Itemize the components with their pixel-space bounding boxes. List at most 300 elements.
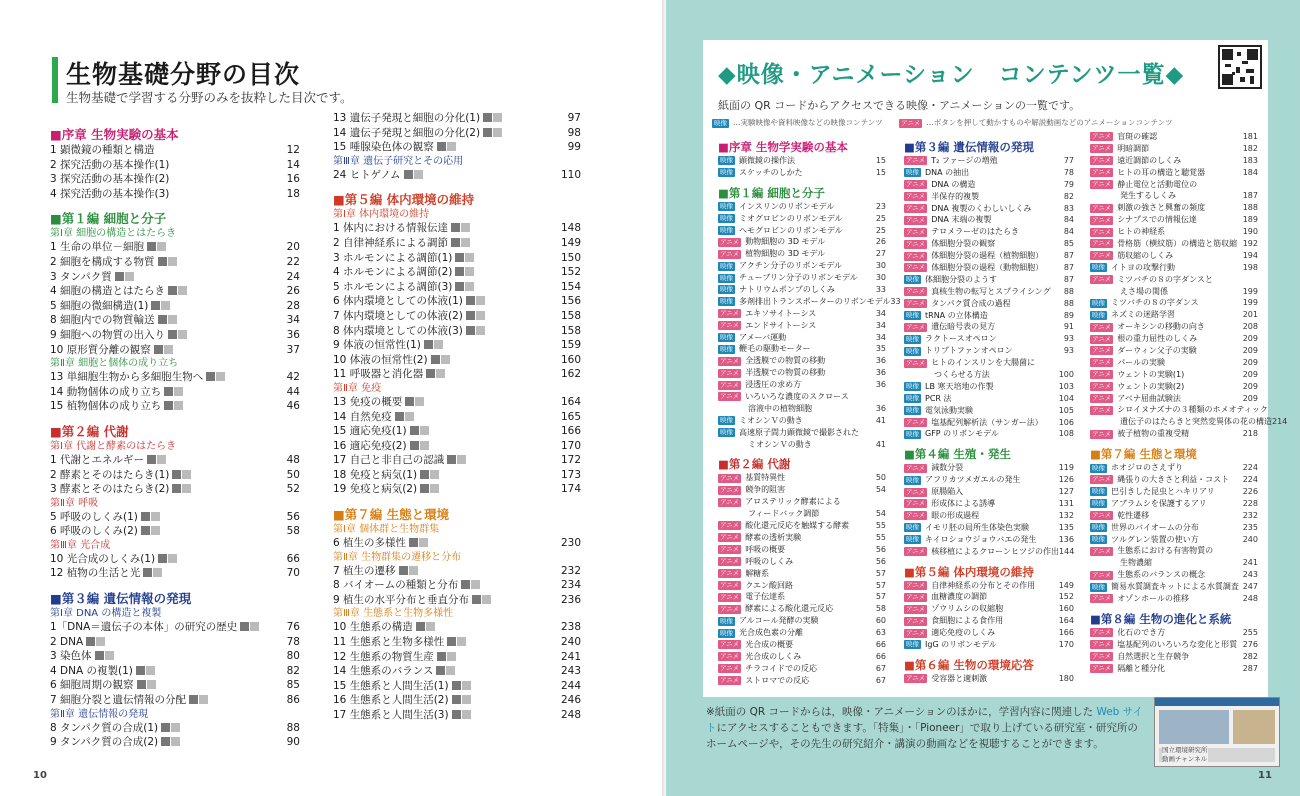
entry-title-text: 全透膜での物質の移動: [745, 356, 826, 366]
content-column-3: [1090, 131, 1288, 674]
entry-page: 170: [1058, 639, 1074, 649]
toc-entry: [333, 564, 581, 579]
entry-title: [718, 675, 809, 687]
content-entry: [904, 226, 1074, 238]
toc-entry: [333, 353, 581, 368]
anime-tag: アニメ: [1092, 334, 1112, 343]
content-entry: [904, 417, 1074, 429]
section-heading: ■第５編 体内環境の維持: [904, 564, 1034, 579]
chapter-heading: 第Ⅰ章 代謝と酵素のはたらき: [50, 440, 177, 452]
entry-title-text: 4 探究活動の基本操作(3): [50, 187, 170, 200]
entry-title: [718, 663, 817, 675]
entry-page: 276: [1242, 639, 1258, 649]
entry-title-text: エンドサイトーシス: [745, 320, 817, 330]
entry-page: 26: [875, 237, 886, 247]
content-entry: [718, 663, 886, 675]
entry-page: 60: [875, 616, 886, 626]
content-entry: [1090, 190, 1258, 202]
anime-tag: アニメ: [1092, 168, 1112, 177]
entry-title-text: 競争的阻害: [745, 485, 786, 495]
entry-page: 183: [1242, 155, 1258, 165]
entry-title-text: 8 体内環境としての体液(3): [333, 324, 463, 337]
entry-page: [1052, 357, 1074, 369]
toc-entry: [50, 399, 300, 414]
entry-title: [333, 679, 471, 694]
anime-tag: アニメ: [720, 676, 740, 685]
toc-entry: [50, 328, 300, 343]
entry-page: 162: [560, 368, 581, 381]
anime-tag: アニメ: [1092, 215, 1112, 224]
entry-title-text: クエン酸回路: [745, 580, 794, 590]
anime-tag: アニメ: [906, 628, 926, 637]
content-entry: [1090, 522, 1258, 534]
entry-page: 16: [286, 173, 300, 186]
entry-title-text: 6 植生の多様性: [333, 537, 407, 550]
entry-page: 66: [286, 552, 300, 565]
entry-title-text: 乾性遷移: [1117, 510, 1150, 520]
content-entry: [718, 260, 886, 272]
video-tag: 映像: [720, 616, 733, 625]
entry-title: [50, 328, 187, 343]
page-subtitle: 生物基礎で学習する分野のみを抜粋した目次です。: [66, 90, 353, 105]
video-tag: 映像: [720, 285, 733, 294]
anime-tag: アニメ: [1092, 594, 1112, 603]
entry-page: 42: [286, 371, 300, 384]
entry-title-text: アベナ屈曲試験法: [1117, 393, 1181, 403]
entry-title: [718, 415, 803, 427]
entry-title: [718, 508, 819, 520]
chapter-heading: 第Ⅰ章 細胞の構造とはたらき: [50, 228, 177, 240]
video-mark-icon: [147, 242, 156, 251]
entry-title: [1090, 557, 1152, 569]
entry-title: [50, 158, 169, 173]
entry-title: [904, 286, 1051, 298]
entry-title-text: ミオシンＶの動き: [748, 439, 812, 449]
section-heading: ■第２編 代謝: [718, 457, 791, 472]
entry-title: [1090, 250, 1173, 262]
entry-title-text: アメーバ運動: [739, 332, 787, 342]
chapter-heading: 第Ⅲ章 遺伝子研究とその応用: [333, 155, 464, 167]
anime-tag: アニメ: [1092, 239, 1112, 248]
entry-title: [50, 284, 187, 299]
entry-title: [50, 693, 208, 708]
content-entry: [904, 250, 1074, 262]
entry-page: 132: [1058, 510, 1074, 520]
anime-tag: アニメ: [906, 299, 926, 308]
content-entry: [904, 639, 1074, 651]
entry-page: 36: [875, 380, 886, 390]
entry-page: 34: [286, 314, 300, 327]
toc-entry: [333, 140, 581, 155]
entry-title-text: 9 細胞への物質の出入り: [50, 328, 166, 341]
entry-title-text: DNA の抽出: [925, 167, 970, 177]
video-tag: 映像: [720, 628, 733, 637]
toc-entry: [333, 367, 581, 382]
content-entry: [1090, 404, 1268, 416]
entry-title-text: ラクトースオペロン: [925, 334, 997, 344]
entry-title-text: 13 免疫の概要: [333, 395, 403, 408]
entry-page: 58: [286, 525, 300, 538]
entry-page: 198: [1242, 262, 1258, 272]
entry-title: [718, 484, 785, 496]
section-heading: ■第６編 生物の環境応答: [904, 657, 1034, 672]
anime-mark-icon: [436, 369, 445, 378]
entry-title-text: 17 生態系と人間生活(3): [333, 709, 449, 721]
entry-page: 85: [286, 679, 300, 692]
entry-title: [1090, 262, 1175, 274]
video-tag: 映像: [906, 168, 919, 177]
toc-entry: [333, 482, 581, 497]
toc-entry: [333, 424, 581, 439]
entry-title-text: 動物細胞の 3D モデル: [745, 237, 826, 247]
entry-title-text: tRNA の立体構造: [925, 310, 988, 320]
entry-title: [1090, 274, 1213, 286]
video-mark-icon: [240, 622, 249, 631]
toc-entry: [50, 313, 300, 328]
anime-tag: アニメ: [1092, 640, 1112, 649]
entry-title: [718, 260, 842, 272]
entry-page: 97: [567, 112, 581, 124]
anime-mark-icon: [174, 387, 183, 396]
entry-page: 282: [1242, 651, 1258, 661]
entry-title-text: 24 ヒトゲノム: [333, 168, 401, 181]
legend-anime-tag: アニメ: [901, 119, 921, 127]
entry-title: [1090, 321, 1205, 333]
toc-entry: [333, 578, 581, 593]
entry-page: 224: [1242, 475, 1258, 485]
entry-title-text: チューブリン分子のリボンモデル: [739, 273, 858, 283]
entry-title: [1090, 428, 1189, 440]
entry-page: 194: [1242, 250, 1258, 260]
entry-page: 77: [1063, 156, 1074, 165]
anime-mark-icon: [447, 652, 456, 661]
entry-page: 66: [875, 639, 886, 649]
entry-title: [718, 472, 785, 484]
entry-title: [1090, 381, 1184, 393]
anime-mark-icon: [105, 651, 114, 660]
video-tag: 映像: [1092, 310, 1105, 319]
entry-title-text: ネズミの迷路学習: [1111, 310, 1175, 320]
toc-entry: [333, 410, 581, 425]
entry-page: 56: [875, 556, 886, 566]
entry-page: 135: [1058, 522, 1074, 532]
entry-title-text: ミオシンＶの動き: [739, 415, 803, 425]
entry-title: [1090, 143, 1149, 155]
anime-tag: アニメ: [1092, 144, 1112, 153]
entry-title-text: 原腸陥入: [931, 487, 964, 497]
entry-page: 209: [1242, 357, 1258, 367]
entry-page: 106: [1058, 417, 1074, 427]
entry-title-text: 18 免疫と病気(1): [333, 468, 418, 481]
entry-title: [50, 370, 225, 385]
toc-entry: [50, 240, 300, 255]
entry-page: 28: [286, 299, 300, 312]
anime-tag: アニメ: [906, 192, 926, 201]
entry-title-text: 10 原形質分離の観察: [50, 343, 151, 356]
entry-page: [1236, 545, 1258, 557]
content-entry: [904, 673, 1074, 685]
entry-title-text: 血糖濃度の調節: [931, 592, 988, 602]
page-number-left: 10: [33, 770, 47, 781]
entry-title: [718, 167, 803, 179]
toc-entry: [333, 265, 581, 280]
anime-mark-icon: [461, 238, 470, 247]
video-mark-icon: [172, 484, 181, 493]
entry-title-text: 盲斑の確認: [1117, 132, 1158, 141]
entry-title: [904, 191, 979, 203]
entry-page: 188: [1242, 203, 1258, 213]
content-entry: [718, 472, 886, 484]
content-entry: [718, 296, 901, 308]
entry-page: 34: [875, 308, 886, 318]
toc-entry: [333, 338, 581, 353]
website-link[interactable]: Web サイト: [706, 706, 1143, 734]
entry-title: [333, 280, 474, 295]
entry-page: 58: [875, 604, 886, 614]
entry-title-text: 2 探究活動の基本操作(1): [50, 158, 170, 171]
entry-title-text: 4 DNA の複製(1): [50, 664, 133, 677]
video-tag: 映像: [720, 226, 733, 234]
entry-page: 235: [1242, 522, 1258, 532]
anime-mark-icon: [482, 595, 491, 604]
entry-title: [333, 593, 491, 608]
entry-title: [904, 262, 1043, 274]
toc-entry: [50, 270, 300, 285]
video-mark-icon: [452, 681, 461, 690]
entry-title: [1090, 569, 1205, 581]
content-entry: [904, 321, 1074, 333]
entry-page: 63: [875, 628, 886, 638]
entry-page: 187: [1242, 191, 1258, 201]
page-title: 生物基礎分野の目次: [66, 60, 301, 89]
entry-page: 236: [560, 593, 581, 606]
entry-page: 240: [560, 636, 581, 649]
entry-page: 87: [1063, 274, 1074, 284]
video-tag: 映像: [1092, 263, 1105, 272]
entry-page: 173: [560, 468, 581, 481]
content-entry: [1090, 321, 1258, 333]
entry-title: [1090, 286, 1168, 298]
video-mark-icon: [161, 723, 170, 732]
entry-title: [333, 236, 470, 251]
entry-title-text: 10 体液の恒常性(2): [333, 353, 428, 366]
entry-title: [333, 482, 439, 497]
content-entry: [1090, 167, 1258, 179]
entry-title: [50, 313, 177, 328]
anime-tag: アニメ: [906, 215, 926, 224]
anime-tag: アニメ: [906, 180, 926, 189]
content-entry: [718, 520, 886, 532]
entry-title: [1090, 404, 1268, 416]
entry-page: 98: [567, 126, 581, 139]
entry-title-text: ホオジロのさえずり: [1111, 463, 1183, 473]
video-tag: 映像: [1092, 534, 1105, 543]
chapter-heading: 第Ⅰ章 体内環境の維持: [333, 209, 430, 221]
entry-title-text: 眼の形成過程: [931, 510, 980, 520]
entry-title: [904, 627, 995, 639]
entry-title-text: 鞭毛の駆動モーター: [739, 344, 811, 354]
entry-page: 22: [286, 255, 300, 268]
anime-tag: アニメ: [720, 392, 740, 401]
video-mark-icon: [447, 637, 456, 646]
entry-title-text: 7 体内環境としての体液(2): [333, 309, 463, 322]
anime-mark-icon: [153, 568, 162, 577]
toc-entry: [50, 299, 300, 314]
video-mark-icon: [86, 637, 95, 646]
video-tag: 映像: [720, 156, 733, 165]
entry-title-text: 5 細胞の微細構造(1): [50, 299, 149, 312]
entry-page: 93: [1063, 334, 1074, 344]
video-mark-icon: [95, 651, 104, 660]
entry-page: 48: [286, 453, 300, 466]
content-entry: [904, 203, 1074, 215]
anime-tag: アニメ: [1092, 511, 1112, 520]
video-mark-icon: [483, 128, 492, 137]
video-mark-icon: [420, 484, 429, 493]
entry-title: [718, 568, 769, 580]
anime-tag: アニメ: [906, 263, 926, 272]
anime-mark-icon: [462, 681, 471, 690]
entry-title: [333, 111, 502, 126]
entry-title: [904, 522, 1029, 534]
entry-title: [718, 284, 835, 296]
entry-page: 70: [286, 567, 300, 580]
entry-title-text: ミオグロビンのリボンモデル: [739, 213, 843, 223]
entry-title: [718, 615, 819, 627]
entry-title-text: トリプトファンオペロン: [925, 346, 1013, 356]
entry-title: [718, 403, 812, 415]
anime-mark-icon: [151, 512, 160, 521]
content-entry: [1090, 274, 1258, 286]
anime-mark-icon: [476, 326, 485, 335]
entry-page: 154: [560, 280, 581, 293]
chapter-heading: 第Ⅰ章 DNA の構造と複製: [50, 608, 162, 620]
content-entry: [718, 484, 886, 496]
footnote-text-2: にアクセスすることもできます。「特集」・「Pioneer」で取り上げている研究室・研究所のホームページや，その先生の研究紹介・講演の動画などを視聴することができます。: [706, 722, 1138, 750]
entry-title-text: 光合成色素の分離: [739, 628, 803, 638]
entry-title: [1090, 534, 1199, 546]
entry-title-text: 2 DNA: [50, 635, 84, 648]
entry-page: 34: [875, 332, 886, 342]
content-entry: [904, 345, 1074, 357]
entry-title-text: 16 適応免疫(2): [333, 439, 407, 452]
entry-title: [904, 393, 952, 405]
video-mark-icon: [455, 253, 464, 262]
entry-page: 41: [875, 415, 886, 425]
entry-title: [333, 324, 485, 339]
video-tag: 映像: [720, 297, 733, 306]
entry-title-text: 筋収縮のしくみ: [1117, 250, 1174, 260]
video-mark-icon: [137, 680, 146, 689]
legend-video-tag: 映像: [714, 119, 727, 127]
entry-title: [333, 439, 429, 454]
entry-page: 244: [560, 679, 581, 692]
entry-title-text: アロステリック酵素による: [745, 497, 841, 507]
entry-page: 149: [560, 236, 581, 249]
chapter-heading: 第Ⅱ章 呼吸: [50, 497, 99, 509]
entry-title: [718, 591, 785, 603]
entry-title: [718, 544, 785, 556]
entry-page: 180: [1058, 673, 1074, 683]
entry-title: [904, 238, 995, 250]
chapter-heading: 第Ⅱ章 細胞と個体の成り立ち: [50, 358, 179, 370]
content-entry: [718, 236, 886, 248]
entry-page: 150: [560, 251, 581, 264]
video-mark-icon: [405, 397, 414, 406]
content-entry: [1090, 250, 1258, 262]
content-entry: [1090, 262, 1258, 274]
entry-title: [904, 357, 1035, 369]
entry-title-text: 自律神経系の分布とその作用: [931, 580, 1036, 590]
section-heading: ■第５編 体内環境の維持: [333, 192, 475, 208]
entry-title-text: 9 植生の水平分布と垂直分布: [333, 593, 470, 606]
entry-title-text: 呼吸のしくみ: [745, 556, 794, 566]
anime-mark-icon: [430, 470, 439, 479]
toc-entry: [50, 552, 300, 567]
anime-tag: アニメ: [1092, 251, 1112, 260]
video-mark-icon: [395, 412, 404, 421]
entry-title: [333, 309, 485, 324]
content-entry: [718, 201, 886, 213]
video-mark-icon: [455, 267, 464, 276]
entry-title-text: 生態系のバランスの概念: [1117, 570, 1205, 580]
content-entry: [1090, 131, 1258, 143]
entry-page: 119: [1058, 463, 1074, 473]
entry-page: 201: [1242, 310, 1258, 320]
toc-entry: [50, 343, 300, 358]
entry-title-text: 半透膜での物質の移動: [745, 368, 826, 378]
toc-entry: [333, 453, 581, 468]
entry-title-text: 10 生態系の構造: [333, 621, 413, 634]
entry-title: [718, 520, 849, 532]
entry-page: 240: [1242, 534, 1258, 544]
toc-entry: [333, 221, 581, 236]
content-entry: [904, 393, 1074, 405]
entry-title: [50, 566, 162, 581]
entry-title: [1090, 545, 1213, 557]
content-entry: [1090, 214, 1258, 226]
qr-code[interactable]: [1218, 45, 1262, 89]
entry-title: [50, 649, 114, 664]
video-mark-icon: [158, 554, 167, 563]
video-tag: 映像: [720, 344, 733, 353]
entry-title-text: 15 植物個体の成り立ち: [50, 400, 162, 413]
anime-tag: アニメ: [720, 237, 740, 246]
entry-page: 55: [875, 532, 886, 542]
entry-title-text: 多剤排出トランスポーターのリボンモデル: [739, 296, 891, 306]
entry-title: [1090, 462, 1183, 474]
entry-page: [864, 427, 886, 439]
content-column-2: [904, 133, 1074, 685]
toc-entry: [50, 172, 300, 187]
content-entry: [718, 379, 886, 391]
entry-title: [333, 664, 455, 679]
entry-title-text: 遠近調節のしくみ: [1117, 155, 1182, 165]
toc-entry: [50, 284, 300, 299]
anime-mark-icon: [493, 128, 502, 137]
toc-entry: [333, 439, 581, 454]
entry-page: 209: [1242, 334, 1258, 344]
anime-tag: アニメ: [906, 322, 926, 331]
video-mark-icon: [437, 142, 446, 151]
content-entry: [1090, 486, 1258, 498]
entry-page: 50: [286, 468, 300, 481]
entry-title-text: ヒトの神経系: [1117, 227, 1166, 237]
video-tag: 映像: [720, 214, 733, 223]
content-entry: [718, 544, 886, 556]
content-entry: [718, 532, 886, 544]
content-entry: [1090, 557, 1258, 569]
